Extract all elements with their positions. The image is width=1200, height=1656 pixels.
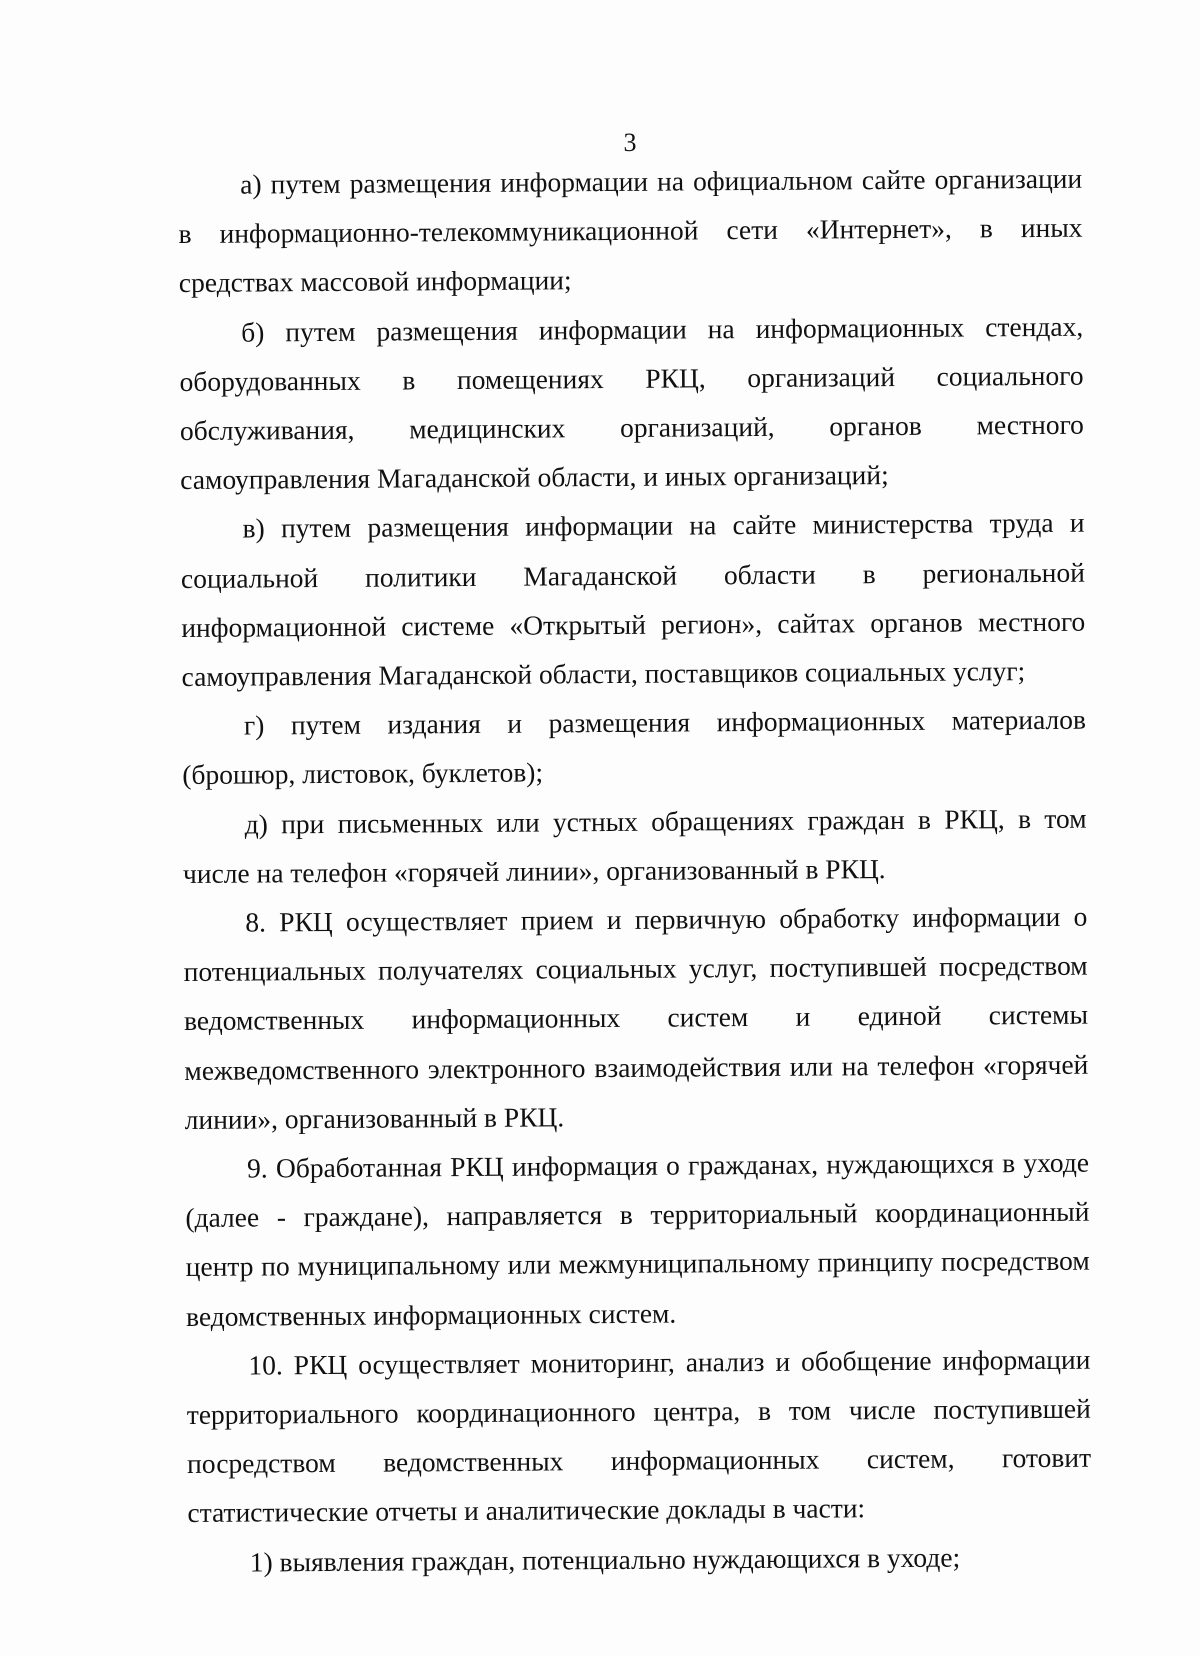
document-body bbox=[178, 154, 1092, 1587]
paragraph-item-b: б) путем размещения информации на информационных стендах, оборудованных в помещениях РКЦ, организаций социального обслуживания, медицинских организаций, органов местного самоуправления Магаданской области, и иных организаций; bbox=[179, 310, 1084, 496]
paragraph-item-a: а) путем размещения информации на официальном сайте организации в информационно-телекоммуникационной сети «Интернет», в иных средствах массовой информации; bbox=[178, 162, 1083, 299]
paragraph-clause-9: 9. Обработанная РКЦ информация о гражданах, нуждающихся в уходе (далее - граждане), направляется в территориальный координационный центр по муниципальному или межмуниципальному принципу посредством ведомственных информационных систем. bbox=[185, 1146, 1090, 1332]
page-number: 3 bbox=[623, 128, 637, 157]
paragraph-item-g: г) путем издания и размещения информационных материалов (брошюр, листовок, буклетов); bbox=[182, 703, 1087, 791]
paragraph-item-v: в) путем размещения информации на сайте министерства труда и социальной политики Магаданской области в региональной информационной системе «Открытый регион», сайтах органов местного самоуправления Магаданской области, поставщиков социальных услуг; bbox=[180, 507, 1086, 693]
paragraph-clause-8: 8. РКЦ осуществляет прием и первичную обработку информации о потенциальных получателях социальных услуг, поступившей посредством ведомственных информационных систем и единой системы межведомственного электронного взаимодействия или на телефон «горячей линии», организованный в РКЦ. bbox=[183, 900, 1089, 1135]
paragraph-clause-10: 10. РКЦ осуществляет мониторинг, анализ и обобщение информации территориального координационного центра, в том числе поступившей посредством ведомственных информационных систем, готовит статистические отчеты и аналитические доклады в части: bbox=[186, 1343, 1092, 1529]
paragraph-item-d: д) при письменных или устных обращениях граждан в РКЦ, в том числе на телефон «горячей линии», организованный в РКЦ. bbox=[182, 802, 1087, 889]
paragraph-subitem-1: 1) выявления граждан, потенциально нуждающихся в уходе; bbox=[249, 1541, 961, 1578]
